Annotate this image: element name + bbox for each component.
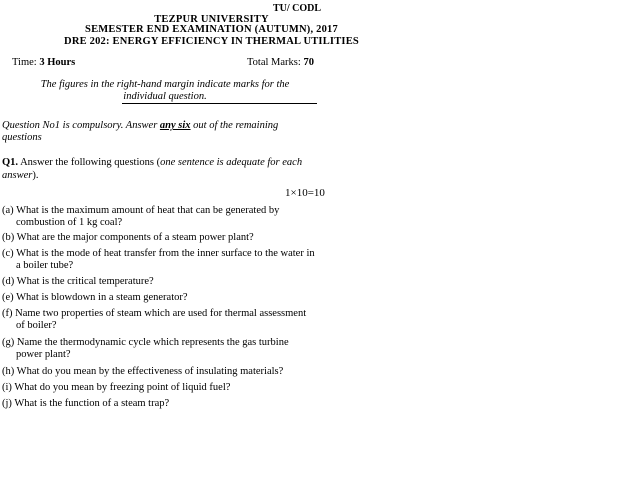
course-title: DRE 202: ENERGY EFFICIENCY IN THERMAL UTILITIES [64, 36, 359, 47]
item-c: (c) What is the mode of heat transfer from the inner surface to the water in [2, 248, 315, 259]
course-code: TU/ CODL [273, 3, 322, 14]
item-a-cont: combustion of 1 kg coal? [16, 217, 123, 228]
item-d: (d) What is the critical temperature? [2, 276, 154, 287]
item-f: (f) Name two properties of steam which are used for thermal assessment [2, 308, 307, 319]
marks-note-line2: individual question. [123, 91, 207, 102]
time-label: Time: [12, 57, 37, 68]
university-name: TEZPUR UNIVERSITY [154, 14, 269, 25]
time-info [12, 58, 75, 69]
item-f-cont: of boiler? [16, 320, 57, 331]
question-number: Q1. [2, 157, 19, 168]
item-b: (b) What are the major components of a steam power plant? [2, 232, 254, 243]
total-marks-info [247, 58, 314, 69]
item-h: (h) What do you mean by the effectiveness of insulating materials? [2, 366, 284, 377]
marks-label: Total Marks: [247, 57, 301, 68]
instruction-line1: Question No1 is compulsory. Answer any six out of the remaining [2, 120, 279, 131]
question-marks: 1×10=10 [285, 187, 325, 199]
item-g: (g) Name the thermodynamic cycle which represents the gas turbine [2, 337, 289, 348]
question-heading: Q1. Answer the following questions (one sentence is adequate for each [2, 157, 303, 168]
marks-note-line1: The figures in the right-hand margin indicate marks for the [40, 79, 290, 90]
instruction-line2: questions [2, 132, 42, 143]
time-value: 3 Hours [39, 57, 76, 68]
marks-value: 70 [303, 57, 314, 68]
any-six-emphasis: any six [159, 120, 191, 131]
item-e: (e) What is blowdown in a steam generator? [2, 292, 188, 303]
item-i: (i) What do you mean by freezing point of liquid fuel? [2, 382, 231, 393]
item-j: (j) What is the function of a steam trap? [2, 398, 170, 409]
item-c-cont: a boiler tube? [16, 260, 74, 271]
item-a: (a) What is the maximum amount of heat that can be generated by [2, 205, 280, 216]
compulsory-note: Question No1 is compulsory. [2, 120, 124, 131]
question-heading-line2: answer). [2, 170, 39, 181]
divider-rule [122, 103, 317, 104]
exam-title: SEMESTER END EXAMINATION (AUTUMN), 2017 [85, 24, 338, 35]
item-g-cont: power plant? [16, 349, 71, 360]
